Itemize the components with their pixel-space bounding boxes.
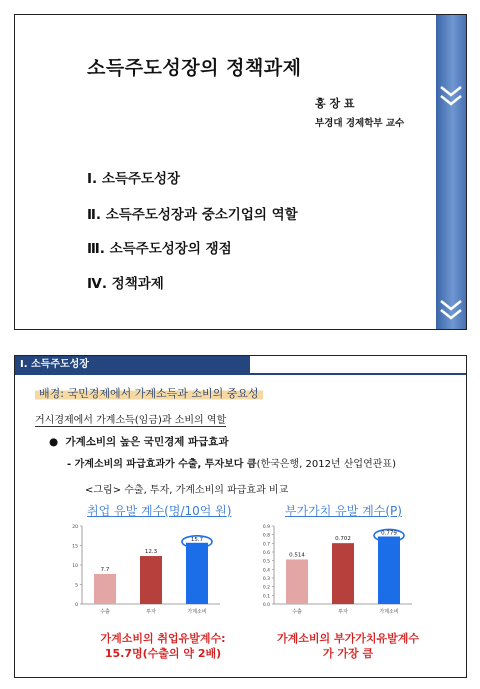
toc-item-2: Ⅱ. 소득주도성장과 중소기업의 역할 <box>87 207 298 223</box>
chart-title-employment: 취업 유발 계수(명/10억 원) <box>87 504 232 518</box>
note-employment-line1: 가계소비의 취업유발계수: <box>100 632 226 645</box>
employment-chart <box>60 516 230 624</box>
data-label-1: 12.3 <box>144 549 158 556</box>
data-label-2: 0.779 <box>381 530 397 537</box>
bar-0 <box>286 559 308 604</box>
sub-bullet <box>67 455 396 470</box>
bullet-text: 가계소비의 높은 국민경제 파급효과 <box>65 436 229 448</box>
toc-item-1: Ⅰ. 소득주도성장 <box>87 171 181 187</box>
x-tick-label-2: 가계소비 <box>187 609 207 615</box>
y-tick-label: 0.4 <box>262 568 270 574</box>
y-tick-label: 15 <box>72 544 78 550</box>
y-tick-label: 10 <box>72 564 78 569</box>
slide-title: 소득주도성장의 정책과제 <box>87 57 302 79</box>
bar-1 <box>140 556 162 604</box>
figure-caption: <그림> 수출, 투자, 가계소비의 파급효과 비교 <box>85 485 289 496</box>
bullet-point <box>49 434 229 449</box>
x-tick-label-1: 투자 <box>338 609 348 615</box>
bar-2 <box>378 536 400 604</box>
value-added-chart <box>252 516 422 624</box>
section-header: Ⅰ. 소득주도성장 <box>15 356 250 373</box>
author-name: 홍 장 표 <box>315 97 355 110</box>
decorative-side-rail <box>436 15 466 329</box>
data-label-1: 0.702 <box>335 536 351 543</box>
data-label-2: 15.7 <box>190 536 204 543</box>
chevron-down-icon <box>439 85 463 107</box>
note-employment <box>73 631 253 661</box>
chevron-down-icon <box>439 299 463 321</box>
header-rule <box>15 373 466 375</box>
data-label-0: 0.514 <box>289 552 305 559</box>
note-value-added-line2: 가 가장 큼 <box>322 647 374 660</box>
note-value-added <box>258 631 438 661</box>
y-tick-label: 0.1 <box>262 594 270 600</box>
y-tick-label: 0.2 <box>262 585 270 591</box>
data-label-0: 7.7 <box>100 566 110 573</box>
note-value-added-line1: 가계소비의 부가가치유발계수 <box>277 632 419 645</box>
sub-bullet-source: (한국은행, 2012년 산업연관표) <box>256 459 396 470</box>
toc-item-4: Ⅳ. 정책과제 <box>87 276 164 292</box>
background-headline: 배경: 국민경제에서 가계소득과 소비의 중요성 <box>35 385 263 401</box>
content-slide <box>14 355 467 678</box>
y-tick-label: 0.3 <box>262 577 270 582</box>
toc-item-3: Ⅲ. 소득주도성장의 쟁점 <box>87 241 232 257</box>
author-affiliation: 부경대 경제학부 교수 <box>315 118 405 129</box>
y-tick-label: 0.8 <box>262 533 270 539</box>
y-tick-label: 0.5 <box>262 559 270 565</box>
bar-2 <box>186 543 208 604</box>
bullet-dot-icon: ● <box>49 436 66 448</box>
x-tick-label-0: 수출 <box>292 609 302 615</box>
title-slide <box>14 14 467 330</box>
y-tick-label: 0.9 <box>262 525 270 530</box>
x-tick-label-0: 수출 <box>100 609 110 615</box>
y-tick-label: 20 <box>72 525 78 530</box>
x-tick-label-1: 투자 <box>146 609 156 615</box>
bar-1 <box>332 543 354 604</box>
y-tick-label: 5 <box>75 583 78 589</box>
macro-line: 거시경제에서 가계소득(임금)과 소비의 역할 <box>35 411 226 427</box>
y-tick-label: 0.0 <box>262 603 270 608</box>
bar-0 <box>94 574 116 604</box>
y-tick-label: 0 <box>75 603 78 608</box>
y-tick-label: 0.6 <box>262 551 270 556</box>
y-tick-label: 0.7 <box>262 542 270 548</box>
x-tick-label-2: 가계소비 <box>379 609 399 615</box>
sub-bullet-text: - 가계소비의 파급효과가 수출, 투자보다 큼 <box>67 459 257 470</box>
chart-title-value-added: 부가가치 유발 계수(P) <box>285 504 402 518</box>
note-employment-line2: 15.7명(수출의 약 2배) <box>104 647 222 660</box>
